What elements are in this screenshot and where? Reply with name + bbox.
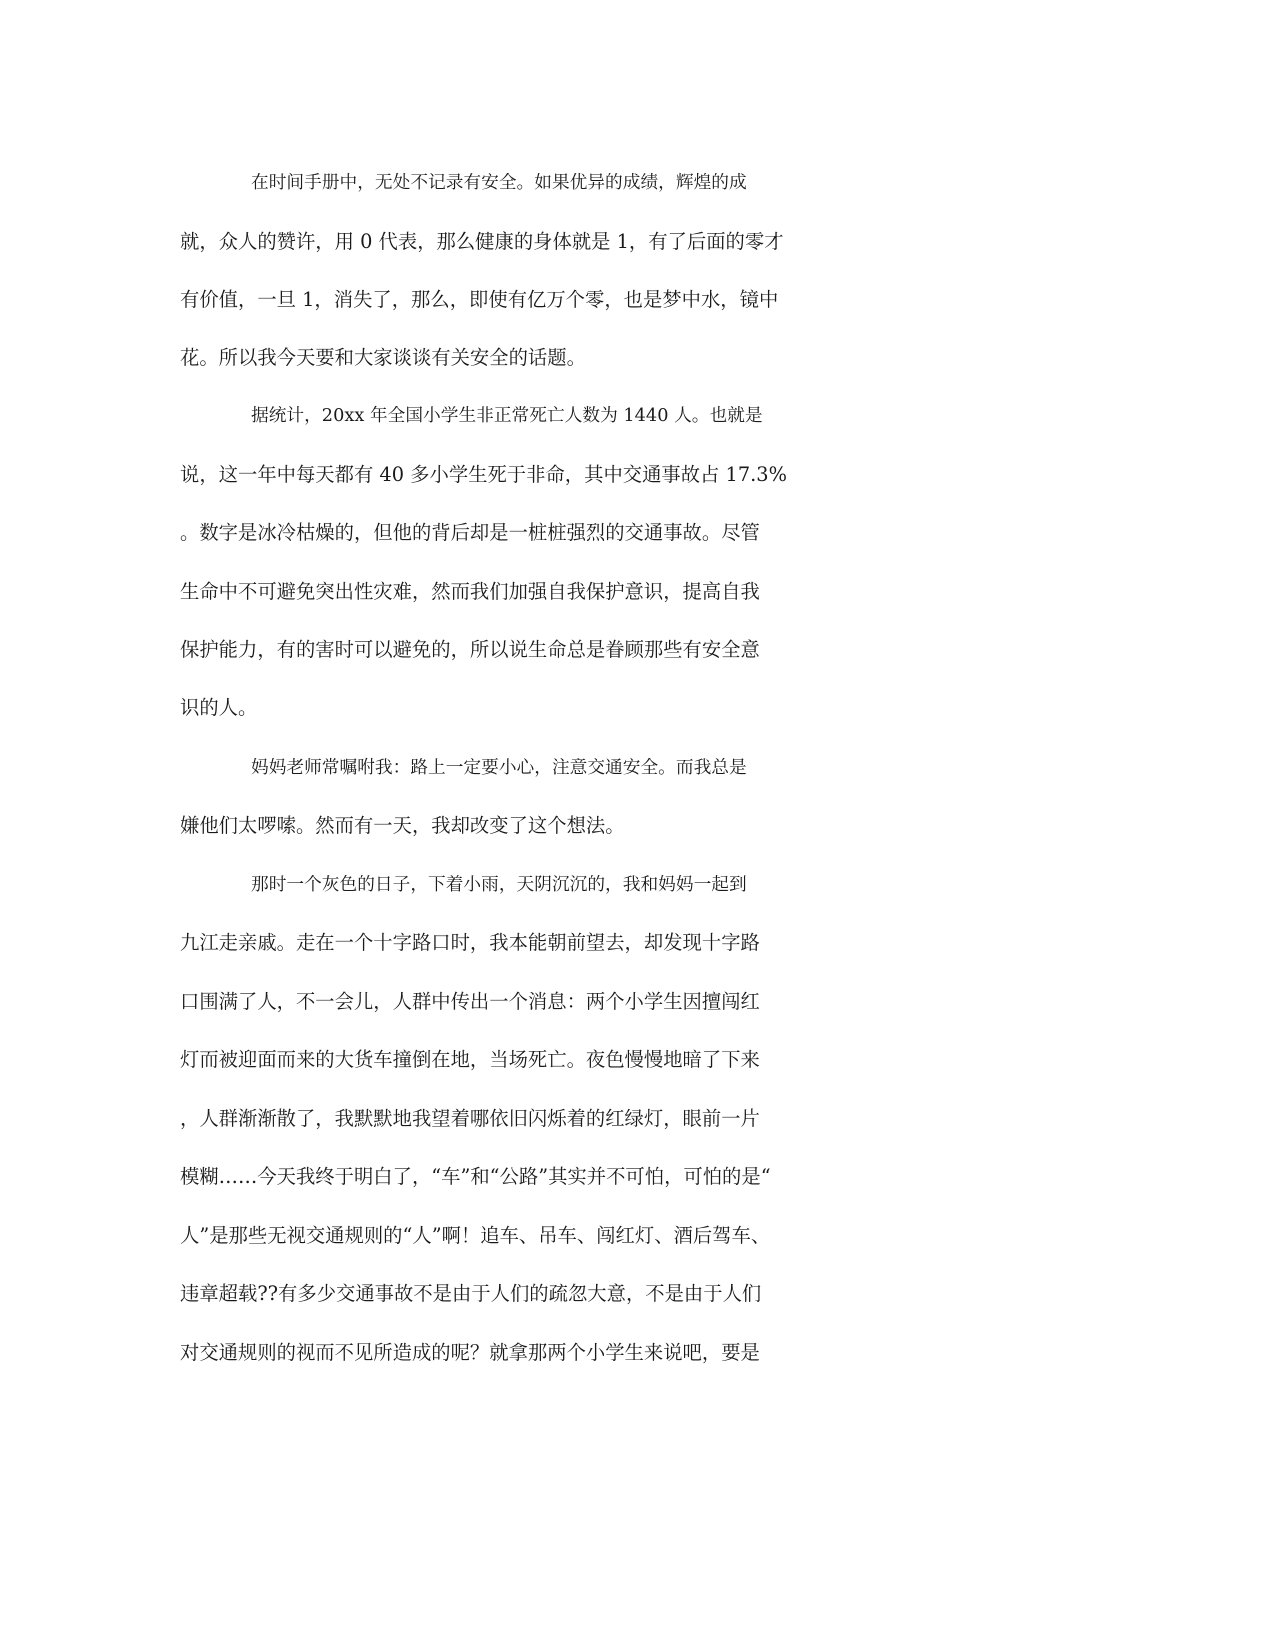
text-line: 花。所以我今天要和大家谈谈有关安全的话题。: [180, 346, 586, 369]
text-line: 嫌他们太啰嗦。然而有一天，我却改变了这个想法。: [180, 814, 625, 837]
text-line: 生命中不可避免突出性灾难，然而我们加强自我保护意识，提高自我: [180, 580, 760, 603]
text-line: 违章超载??有多少交通事故不是由于人们的疏忽大意，不是由于人们: [180, 1282, 762, 1305]
text-line: 对交通规则的视而不见所造成的呢？就拿那两个小学生来说吧，要是: [180, 1341, 760, 1364]
text-line: 灯而被迎面而来的大货车撞倒在地，当场死亡。夜色慢慢地暗了下来: [180, 1048, 760, 1071]
text-line: 妈妈老师常嘱咐我：路上一定要小心，注意交通安全。而我总是: [251, 758, 747, 778]
text-line: 。数字是冰冷枯燥的，但他的背后却是一桩桩强烈的交通事故。尽管: [180, 521, 760, 544]
text-line: 人”是那些无视交通规则的“人”啊！追车、吊车、闯红灯、酒后驾车、: [180, 1224, 771, 1247]
text-line: 保护能力，有的害时可以避免的，所以说生命总是眷顾那些有安全意: [180, 638, 760, 661]
text-line: 说，这一年中每天都有 40 多小学生死于非命，其中交通事故占 17.3%: [180, 463, 787, 486]
text-line: ，人群渐渐散了，我默默地我望着哪依旧闪烁着的红绿灯，眼前一片: [180, 1107, 760, 1130]
text-line: 九江走亲戚。走在一个十字路口时，我本能朝前望去，却发现十字路: [180, 931, 760, 954]
text-line: 识的人。: [180, 696, 258, 719]
text-line: 口围满了人，不一会儿，人群中传出一个消息：两个小学生因擅闯红: [180, 990, 760, 1013]
text-line: 在时间手册中，无处不记录有安全。如果优异的成绩，辉煌的成: [251, 173, 747, 193]
text-line: 据统计，20xx 年全国小学生非正常死亡人数为 1440 人。也就是: [251, 406, 763, 426]
text-line: 模糊……今天我终于明白了，“车”和“公路”其实并不可怕，可怕的是“: [180, 1165, 771, 1188]
text-line: 有价值，一旦 1，消失了，那么，即使有亿万个零，也是梦中水，镜中: [180, 288, 779, 311]
text-line: 那时一个灰色的日子，下着小雨，天阴沉沉的，我和妈妈一起到: [251, 875, 747, 895]
text-line: 就，众人的赞许，用 0 代表，那么健康的身体就是 1，有了后面的零才: [180, 230, 784, 253]
